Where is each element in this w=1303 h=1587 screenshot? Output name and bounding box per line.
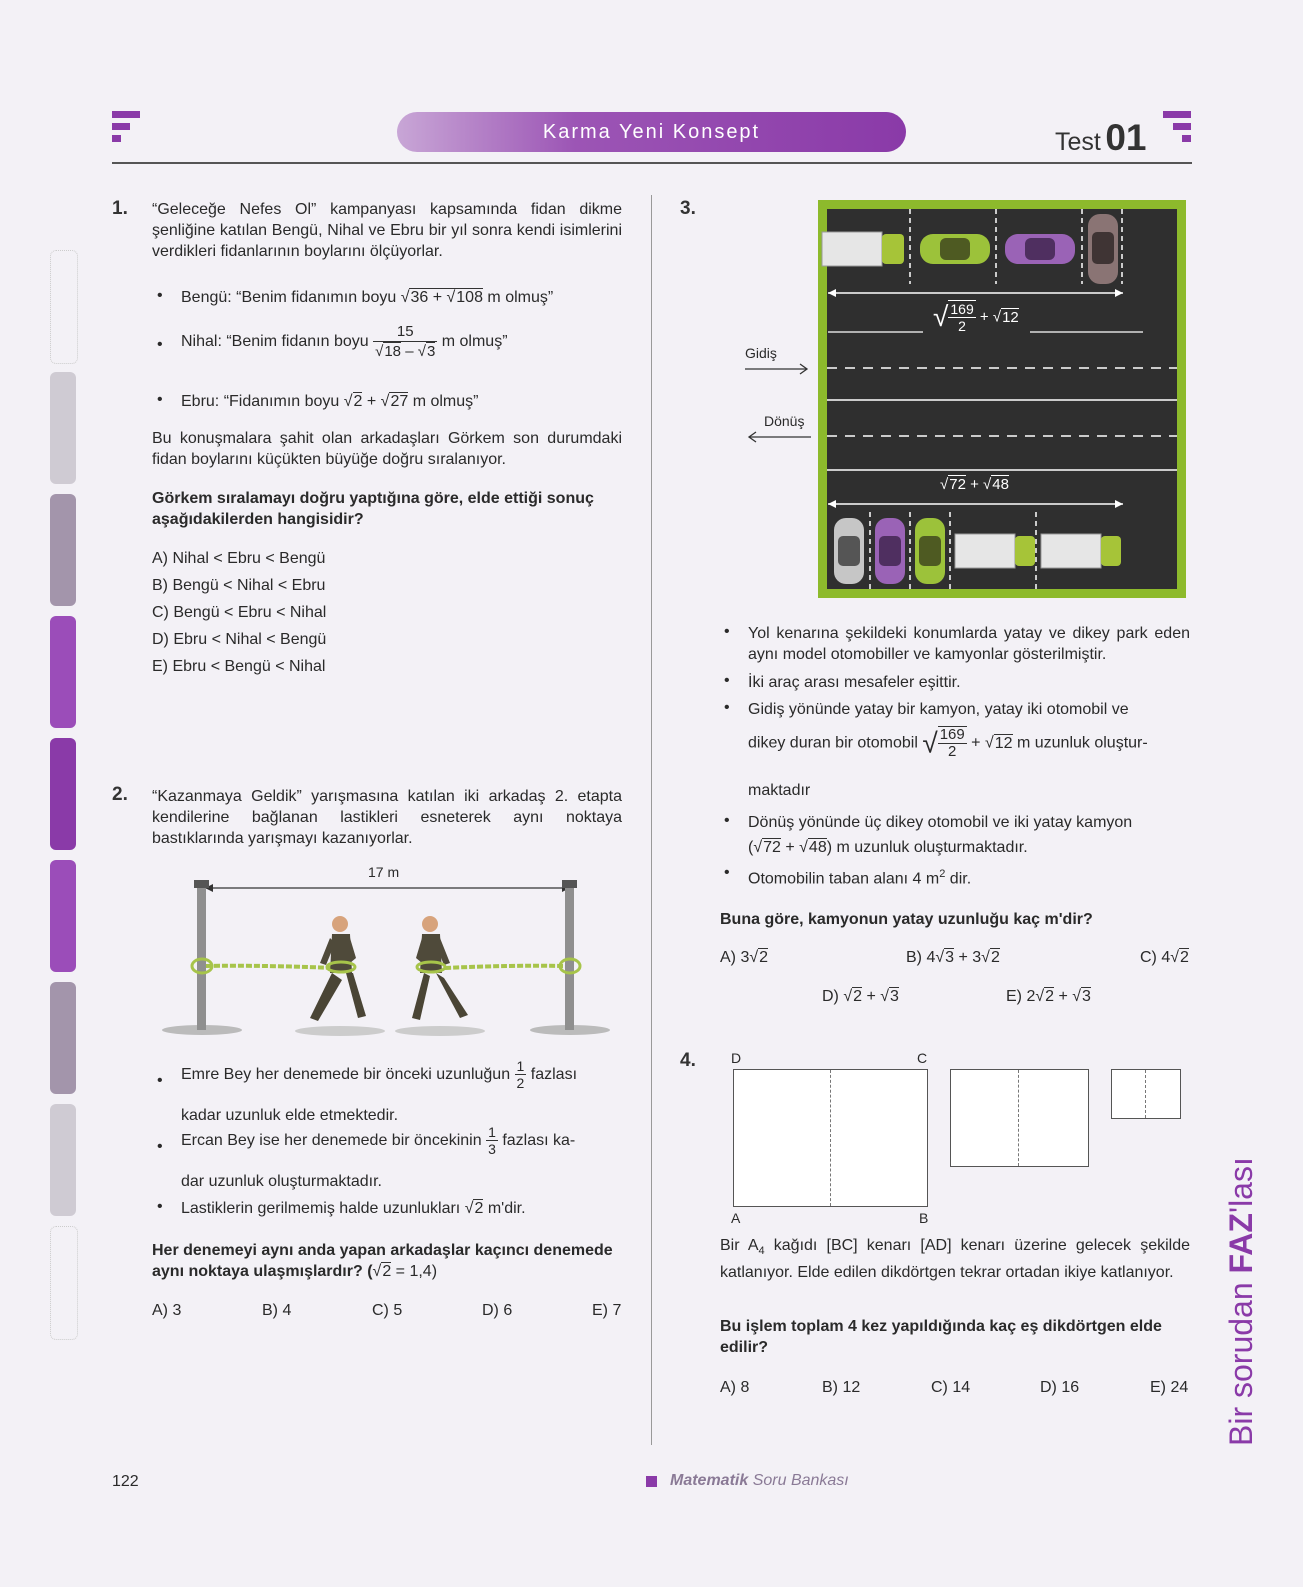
side-tab bbox=[50, 616, 76, 728]
side-slogan-bold: FAZ bbox=[1223, 1213, 1259, 1274]
test-number: 01 bbox=[1105, 117, 1147, 158]
q4-number: 4. bbox=[680, 1050, 696, 1071]
q1-b1-suffix: m olmuş” bbox=[482, 289, 554, 306]
q3-road-figure bbox=[818, 200, 1186, 598]
q2-b3-root: 2 bbox=[474, 1200, 484, 1217]
q3-option-e[interactable]: E) 2√2 + √3 bbox=[1006, 988, 1091, 1005]
side-tab bbox=[50, 1104, 76, 1216]
q3-opt-b-r2: 2 bbox=[990, 949, 1000, 966]
column-divider bbox=[651, 195, 652, 1445]
q1-bullet-nihal bbox=[181, 322, 508, 361]
q2-option-a[interactable]: A) 3 bbox=[152, 1302, 182, 1319]
q3-opt-c-text: C) 4 bbox=[1140, 949, 1171, 966]
q3-bullet-2: İki araç arası mesafeler eşittir. bbox=[748, 674, 961, 691]
q4-label-b: B bbox=[919, 1210, 929, 1226]
q2-option-b[interactable]: B) 4 bbox=[262, 1302, 292, 1319]
q1-b2-d2: 3 bbox=[426, 343, 436, 360]
q4-question: Bu işlem toplam 4 kez yapıldığında kaç eş dikdörtgen elde edilir? bbox=[720, 1318, 1162, 1356]
q4-label-d: D bbox=[731, 1050, 742, 1066]
q3-b3-fraction bbox=[938, 726, 967, 760]
q2-b1-fraction bbox=[515, 1058, 527, 1091]
q4-label-c: C bbox=[917, 1050, 928, 1066]
q3-opt-c-root: 2 bbox=[1180, 949, 1189, 966]
q3-b4-open: ( bbox=[748, 839, 754, 856]
q3-b4-r2: 48 bbox=[808, 839, 827, 856]
q1-bullet-dot: • bbox=[157, 391, 163, 408]
q2-bullet-dot: • bbox=[157, 1072, 163, 1089]
side-tab bbox=[50, 372, 76, 484]
q3-bullet-3-line1: Gidiş yönünde yatay bir kamyon, yatay iki otomobil ve bbox=[748, 701, 1129, 718]
q2-b3-prefix: Lastiklerin gerilmemiş halde uzunlukları bbox=[181, 1200, 465, 1217]
q3-donus-arrow bbox=[745, 430, 811, 448]
q3-opt-e-text: E) 2 bbox=[1006, 988, 1036, 1005]
q3-opt-b-mid: + 3 bbox=[954, 949, 982, 966]
q2-b2-fraction bbox=[486, 1124, 498, 1157]
q4-paragraph bbox=[720, 1235, 1190, 1283]
q2-question-root: 2 bbox=[382, 1263, 392, 1280]
q3-opt-d-mid: + bbox=[862, 988, 881, 1005]
q1-intro: “Geleceğe Nefes Ol” kampanyası kapsamında fidan dikme şenliğine katılan Bengü, Nihal ve Ebru bir yıl sonra kendi isimlerini verdikleri fidanlarının boylarını ölçüyorlar. bbox=[152, 201, 622, 260]
q3-opt-a-root: 2 bbox=[759, 949, 769, 966]
q1-b3-prefix: Ebru: “Fidanımın boyu bbox=[181, 393, 344, 410]
q2-question-2: = 1,4) bbox=[391, 1263, 438, 1280]
q3-bottom-r1: 72 bbox=[949, 476, 966, 493]
footer-square-icon bbox=[646, 1476, 657, 1487]
q1-b2-prefix: Nihal: “Benim fidanın boyu bbox=[181, 333, 374, 350]
header-logo-left bbox=[112, 111, 140, 142]
q2-question-1: Her denemeyi aynı anda yapan arkadaşlar kaçıncı denemede aynı noktaya ulaşmışlardır? ( bbox=[152, 1242, 613, 1280]
q4-para-1: Bir A bbox=[720, 1237, 759, 1254]
q1-b2-d1: 18 bbox=[384, 343, 402, 360]
q1-paragraph: Bu konuşmalara şahit olan arkadaşları Görkem son durumdaki fidan boylarını küçükten büyüğe doğru sıralanıyor. bbox=[152, 430, 622, 468]
q4-paper-quarter bbox=[1111, 1069, 1181, 1119]
q1-b1-r2: 108 bbox=[456, 289, 483, 306]
q3-opt-d-r1: 2 bbox=[853, 988, 863, 1005]
q3-donus-label: Dönüş bbox=[764, 413, 805, 429]
q1-b3-r2: 27 bbox=[390, 393, 409, 410]
q3-b3-plus: + bbox=[966, 734, 985, 752]
q3-option-d[interactable]: D) √2 + √3 bbox=[822, 988, 899, 1005]
q3-b3-suffix: m uzunluk oluştur- bbox=[1012, 734, 1148, 752]
q3-top-plus: + bbox=[975, 308, 993, 326]
q3-opt-d-text: D) bbox=[822, 988, 844, 1005]
q1-bullet-dot: • bbox=[157, 336, 163, 353]
q2-b2-suffix: fazlası ka- bbox=[502, 1132, 576, 1149]
q1-b2-minus: – bbox=[401, 343, 418, 360]
q3-b3-prefix: dikey duran bir otomobil bbox=[748, 734, 923, 752]
q3-option-a[interactable]: A) 3√2 bbox=[720, 949, 769, 966]
footer-book-rest: Soru Bankası bbox=[748, 1472, 849, 1489]
q2-b1-suffix: fazlası bbox=[530, 1066, 578, 1083]
test-label: Test bbox=[1055, 128, 1101, 156]
side-slogan-1: Bir sorudan bbox=[1223, 1273, 1259, 1446]
q3-bottom-length: √72 + √48 bbox=[940, 476, 1009, 493]
header-logo-right bbox=[1163, 111, 1191, 142]
q4-fold-line bbox=[1145, 1070, 1146, 1118]
q2-option-e[interactable]: E) 7 bbox=[592, 1302, 622, 1319]
q1-b1-r1: 36 + bbox=[410, 289, 447, 306]
q3-top-length: √ $\frac{169}{2}$ + √12 bbox=[933, 301, 1019, 334]
q2-b1-num: 1 bbox=[516, 1058, 525, 1074]
q2-intro: “Kazanmaya Geldik” yarışmasına katılan iki arkadaş 2. etapta kendilerine bağlanan lastikleri esneterek aynı noktaya bastıklarında yarışmayı kazanıyorlar. bbox=[152, 788, 622, 847]
side-tab bbox=[50, 738, 76, 850]
q1-bullet-ebru: Ebru: “Fidanımın boyu √2 + √27 m olmuş” bbox=[181, 393, 479, 410]
q4-para-sub: 4 bbox=[758, 1245, 765, 1258]
q3-b5-suffix: dir. bbox=[945, 870, 972, 888]
q4-option-e[interactable]: E) 24 bbox=[1150, 1379, 1189, 1396]
side-slogan bbox=[1223, 1157, 1260, 1446]
q3-opt-b-r1: 3 bbox=[945, 949, 955, 966]
q3-bullet-4-line1: Dönüş yönünde üç dikey otomobil ve iki yatay kamyon bbox=[748, 814, 1133, 831]
q2-b2-line2: dar uzunluk oluşturmaktadır. bbox=[181, 1173, 382, 1190]
footer-book-bold: Matematik bbox=[670, 1472, 749, 1489]
q3-b3-den: 2 bbox=[948, 743, 957, 760]
q3-b4-r1: 72 bbox=[763, 839, 781, 856]
q3-b3-num: 169 bbox=[939, 726, 965, 743]
q3-opt-e-r1: 2 bbox=[1045, 988, 1055, 1005]
q3-bullet-3-line3: maktadır bbox=[748, 782, 811, 799]
q2-b2-num: 1 bbox=[488, 1124, 496, 1140]
q3-b4-close: ) m uzunluk oluşturmaktadır. bbox=[826, 839, 1028, 856]
q3-top-root: 12 bbox=[1002, 308, 1019, 326]
q2-option-d[interactable]: D) 6 bbox=[482, 1302, 513, 1319]
q3-bullet-dot: • bbox=[724, 623, 730, 640]
q2-b1-prefix: Emre Bey her denemede bir önceki uzunluğun bbox=[181, 1066, 515, 1083]
q4-paper-half bbox=[950, 1069, 1089, 1167]
q1-option-a[interactable]: A) Nihal < Ebru < Bengü bbox=[152, 550, 326, 567]
q3-bullet-dot: • bbox=[724, 699, 730, 716]
q2-bullet-dot: • bbox=[157, 1138, 163, 1155]
test-title bbox=[1055, 117, 1146, 159]
side-tab bbox=[50, 1226, 78, 1340]
q1-b2-den: √18 – √3 bbox=[375, 343, 436, 360]
q2-bullet-lastik: Lastiklerin gerilmemiş halde uzunlukları √2 m'dir. bbox=[181, 1200, 526, 1217]
q4-option-b[interactable]: B) 12 bbox=[822, 1379, 861, 1396]
side-tab bbox=[50, 860, 76, 972]
q4-para-2: kağıdı [BC] kenarı [AD] kenarı üzerine gelecek şekilde katlanıyor. Elde edilen dikdörtgen tekrar ortadan ikiye katlanıyor. bbox=[720, 1237, 1190, 1282]
side-tab bbox=[50, 982, 76, 1094]
q3-option-c[interactable]: C) 4√2 bbox=[1140, 949, 1189, 966]
header-rule bbox=[112, 162, 1192, 164]
q3-bullet-1: Yol kenarına şekildeki konumlarda yatay ve dikey park eden aynı model otomobiller ve kamyonlar gösterilmiştir. bbox=[748, 625, 1190, 663]
q1-option-c[interactable]: C) Bengü < Ebru < Nihal bbox=[152, 604, 327, 621]
q1-b3-suffix: m olmuş” bbox=[408, 393, 479, 410]
q3-bullet-dot: • bbox=[724, 864, 730, 881]
q3-opt-b-text: B) 4 bbox=[906, 949, 936, 966]
side-slogan-2: 'lası bbox=[1223, 1157, 1259, 1214]
q3-gidis-arrow bbox=[745, 362, 811, 380]
page-number: 122 bbox=[112, 1473, 139, 1490]
header-pill-text: Karma Yeni Konsept bbox=[542, 120, 761, 143]
q1-question: Görkem sıralamayı doğru yaptığına göre, elde ettiği sonuç aşağıdakilerden hangisidir? bbox=[152, 490, 594, 528]
q3-opt-e-r2: 3 bbox=[1082, 988, 1091, 1005]
q2-b1-line2: kadar uzunluk elde etmektedir. bbox=[181, 1107, 399, 1124]
q3-b4-plus: + bbox=[780, 839, 800, 856]
q2-distance-label: 17 m bbox=[368, 864, 400, 880]
q3-b3-root: 12 bbox=[994, 734, 1013, 752]
q3-top-num: 169 bbox=[950, 301, 974, 317]
q1-option-e[interactable]: E) Ebru < Bengü < Nihal bbox=[152, 658, 326, 675]
q3-option-b[interactable]: B) 4√3 + 3√2 bbox=[906, 949, 1000, 966]
q3-bottom-plus: + bbox=[965, 476, 984, 493]
q3-opt-a-text: A) 3 bbox=[720, 949, 750, 966]
footer-book-title bbox=[670, 1472, 849, 1490]
q1-b3-plus: + bbox=[362, 393, 381, 410]
q4-option-d[interactable]: D) 16 bbox=[1040, 1379, 1080, 1396]
q2-question: Her denemeyi aynı anda yapan arkadaşlar kaçıncı denemede aynı noktaya ulaşmışlardır? (√2 = 1,4) bbox=[152, 1242, 613, 1280]
q2-b1-den: 2 bbox=[516, 1075, 525, 1091]
q2-bullet-emre bbox=[181, 1058, 577, 1091]
q4-label-a: A bbox=[731, 1210, 741, 1226]
q2-b2-prefix: Ercan Bey ise her denemede bir öncekinin bbox=[181, 1132, 487, 1149]
q1-option-d[interactable]: D) Ebru < Nihal < Bengü bbox=[152, 631, 327, 648]
q3-gidis-label: Gidiş bbox=[745, 345, 777, 361]
q1-b3-r1: 2 bbox=[353, 393, 363, 410]
q1-b2-num: 15 bbox=[373, 322, 437, 342]
q3-bullet-4-line2: (√72 + √48) m uzunluk oluşturmaktadır. bbox=[748, 839, 1028, 856]
q2-number: 2. bbox=[112, 784, 128, 805]
q2-b2-den: 3 bbox=[488, 1141, 496, 1157]
q1-option-b[interactable]: B) Bengü < Nihal < Ebru bbox=[152, 577, 326, 594]
q1-bullet-bengu: Bengü: “Benim fidanımın boyu √36 + √108 m olmuş” bbox=[181, 289, 554, 306]
q4-fold-line bbox=[1018, 1070, 1019, 1166]
q3-b5-sup: 2 bbox=[939, 868, 946, 880]
q3-opt-e-mid: + bbox=[1054, 988, 1073, 1005]
q3-number: 3. bbox=[680, 198, 696, 219]
q2-bullet-ercan bbox=[181, 1124, 575, 1157]
q4-fold-line bbox=[830, 1070, 831, 1206]
q3-b5-prefix: Otomobilin taban alanı 4 m bbox=[748, 870, 940, 888]
q3-bullet-5 bbox=[748, 864, 971, 889]
q3-top-den: 2 bbox=[958, 318, 966, 334]
q3-bullet-dot: • bbox=[724, 812, 730, 829]
side-tab bbox=[50, 494, 76, 606]
q4-option-c[interactable]: C) 14 bbox=[931, 1379, 971, 1396]
q2-b3-suffix: m'dir. bbox=[483, 1200, 526, 1217]
q1-b2-suffix: m olmuş” bbox=[441, 333, 508, 350]
q4-option-a[interactable]: A) 8 bbox=[720, 1379, 750, 1396]
q3-bottom-r2: 48 bbox=[992, 476, 1009, 493]
q2-option-c[interactable]: C) 5 bbox=[372, 1302, 403, 1319]
q2-bullet-dot: • bbox=[157, 1198, 163, 1215]
header-pill bbox=[397, 112, 906, 152]
q3-top-fraction bbox=[948, 300, 975, 334]
q1-number: 1. bbox=[112, 198, 128, 219]
q2-illustration bbox=[160, 864, 620, 1048]
q3-bullet-dot: • bbox=[724, 672, 730, 689]
q3-bullet-3-line2: dikey duran bir otomobil √ $\frac{169}{2}$ + √12 m uzunluk oluştur- bbox=[748, 726, 1148, 760]
side-tab bbox=[50, 250, 78, 364]
q1-b2-fraction bbox=[373, 322, 437, 361]
q3-question: Buna göre, kamyonun yatay uzunluğu kaç m'dir? bbox=[720, 911, 1093, 928]
q1-b1-prefix: Bengü: “Benim fidanımın boyu bbox=[181, 289, 401, 306]
q1-bullet-dot: • bbox=[157, 287, 163, 304]
q3-opt-d-r2: 3 bbox=[890, 988, 899, 1005]
